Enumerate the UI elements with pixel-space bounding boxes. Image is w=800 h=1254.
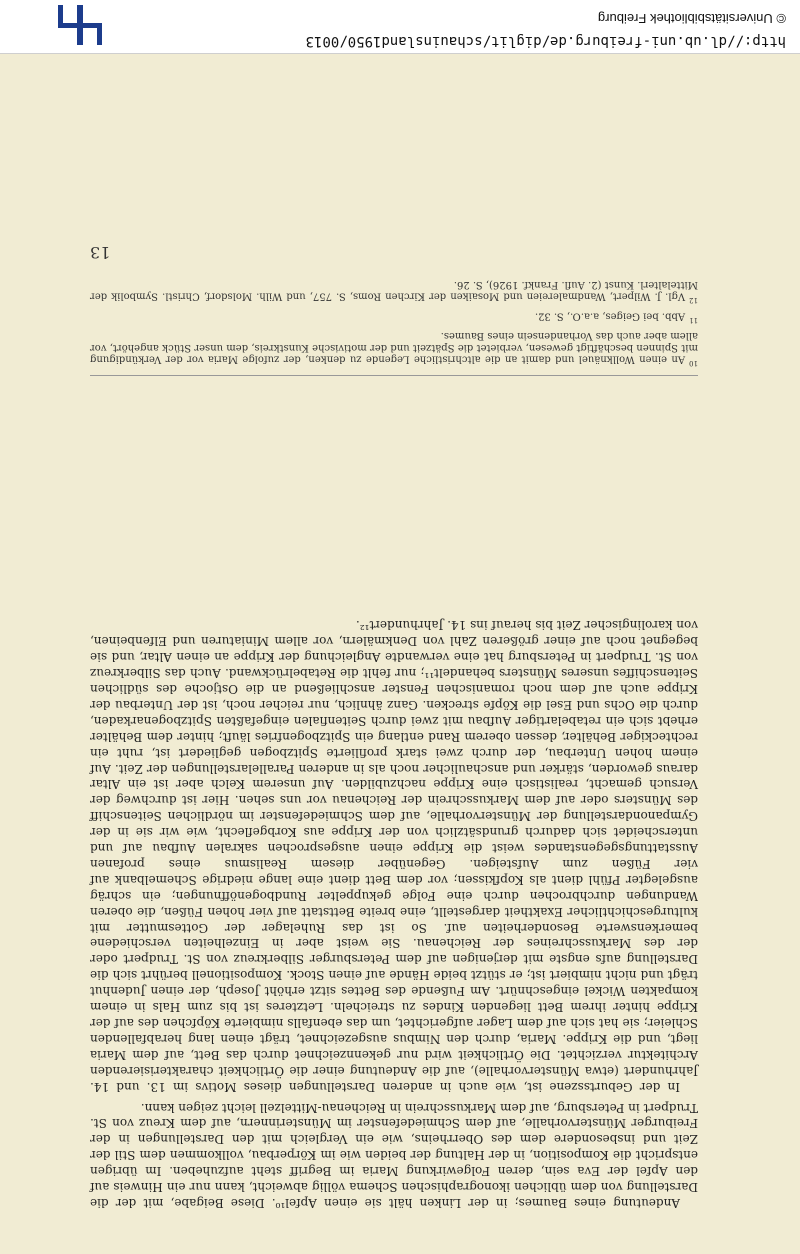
page-number: 13 <box>90 243 111 262</box>
footnote <box>90 329 698 369</box>
copyright-notice: © Universitätsbibliothek Freiburg <box>597 11 786 26</box>
paragraph: Andeutung eines Baumes; in der Linken hält sie einen Apfel¹⁰. Diese Beigabe, mit der die Darstellung von dem üblichen ikonographischen Schema völlig abweicht, kann nur ein Hinweis auf den Apfel der Eva sein, deren Folgewirkung Maria im Begriff steht aufzuheben. Im übrigen entspricht die Komposition, in der Haltung der beiden wie im Körperbau, vollkommen dem Stil der Zeit und insbesondere dem des Oberrheins, wie ein Vergleich mit den Darstellungen in der Freiburger Münstervorhalle, auf dem Schmiedefenster im Münsterinnern, auf dem Kreuz von St. Trudpert in Petersburg, auf dem Markusschrein in Reichenau-Mittelzell leicht zeigen kann. <box>90 1100 698 1210</box>
footnote-text: Abb. bei Geiges, a.a.O., S. 32. <box>534 310 686 322</box>
footnote-number: 10 <box>689 359 698 367</box>
footnotes <box>90 275 698 376</box>
footnote <box>90 278 698 306</box>
footnote-text: Vgl. J. Wilpert, Wandmalereien und Mosaiken der Kirchen Roms, S. 757, und Wilh. Molsdorf, Christl. Symbolik der Mittelalterl. Kunst (2. Aufl. Frankf. 1926), S. 26. <box>90 279 698 303</box>
footnote-text: An einen Wollknäuel und damit an die altchristliche Legende zu denken, der zufolge Maria vor der Verkündigung mit Spinnen beschäftigt gewesen, verbietet die Spätzeit und der motivische Kunstkreis, dem unser Stück angehört, vor allem aber auch das Vorhandensein eines Baumes. <box>90 329 698 365</box>
body-text <box>90 611 698 1210</box>
footnote <box>90 309 698 325</box>
paragraph: In der Geburtsszene ist, wie auch in anderen Darstellungen dieses Motivs im 13. und 14. Jahrhundert (etwa Münstervorhalle), auf die Andeutung einer die Örtlichkeit charakterisierenden Architektur verzichtet. Die Örtlichkeit wird nur gekennzeichnet durch das Bett, auf dem Maria liegt, und die Krippe. Maria, durch den Nimbus ausgezeichnet, trägt einen lang herabfallenden Schleier; sie hat sich auf dem Lager aufgerichtet, um das ebenfalls nimbierte Köpfchen des auf der Krippe hinter ihrem Bett liegenden Kindes zu streicheln. Letzteres ist bis zum Hals in einem kompakten Wickel eingeschnürt. Am Fußende des Bettes sitzt erhöht Joseph, der einen Judenhut trägt und nicht nimbiert ist; er stützt beide Hände auf einen Stock. Kompositionell berührt sich die Darstellung aufs engste mit derjenigen auf dem Petersburger Silberkreuz von St. Trudpert oder der des Markusschreines der Reichenau. Sie weist aber in Einzelheiten verschiedene bemerkenswerte Besonderheiten auf. So ist das Ruhelager der Gottesmutter mit kulturgeschichtlicher Exaktheit dargestellt, eine breite Bettstatt auf vier hohen Füßen, die oberen Wandungen durchbrochen durch eine Folge gekuppelter Rundbogenöffnungen; ein schräg ausgelegter Pfühl dient als Kopfkissen; vor dem Bett dient eine lange niedrige Schemelbank auf vier Füßen zum Aufsteigen. Gegenüber diesem Realismus eines profanen Ausstattungsgegenstandes weist die Krippe einen ausgesprochen sakralen Aufbau auf und unterscheidet sich dadurch grundsätzlich von der Krippe aus Korbgeflecht, wie wir sie in der Gympanondarstellung der Münstervorhalle, auf dem Schmiedefenster im nördlichen Seitenschiff des Münsters oder auf dem Markusschrein der Reichenau vor uns sehen. Hier ist durchweg der Versuch gemacht, realistisch eine Krippe nachzubilden. Auf unserem Kelch aber ist ein Altar daraus geworden, stärker und anschaulicher noch als in anderen Parallelarstellungen der Zeit. Auf einem hohen Unterbau, der durch zwei stark profilierte Spitzbogen gegliedert ist, ruht ein rechteckiger Behälter, dessen oberem Rand entlang ein Spitzbogenfries läuft; hinter dem Behälter erhebt sich ein retabelartiger Aufbau mit zwei durch Seitenfialen eingefaßten Spitzbogenarkaden, durch die Ochs und Esel die Köpfe strecken. Ganz ähnlich, nur reicher noch, ist der Unterbau der Krippe auch auf dem noch romanischen Fenster anschließend an die Ostjoche des südlichen Seitenschiffes unseres Münsters behandelt¹¹; nur fehlt die Retabelrückwand. Auch das Silberkreuz von St. Trudpert in Petersburg hat eine verwandte Angleichung der Krippe an einen Altar, und sie begegnet noch auf einer größeren Zahl von Denkmälern, vor allem Miniaturen und Elfenbeinen, von karolingischer Zeit bis herauf ins 14. Jahrhundert¹². <box>90 618 698 1094</box>
source-url-link[interactable]: http://dl.ub.uni-freiburg.de/diglit/schauinsland1950/0013 <box>305 33 786 49</box>
viewer-header <box>0 0 800 54</box>
footnote-number: 11 <box>689 315 698 324</box>
scanned-page <box>0 54 800 1254</box>
footnote-number: 12 <box>689 296 698 305</box>
university-logo-icon <box>50 5 110 45</box>
